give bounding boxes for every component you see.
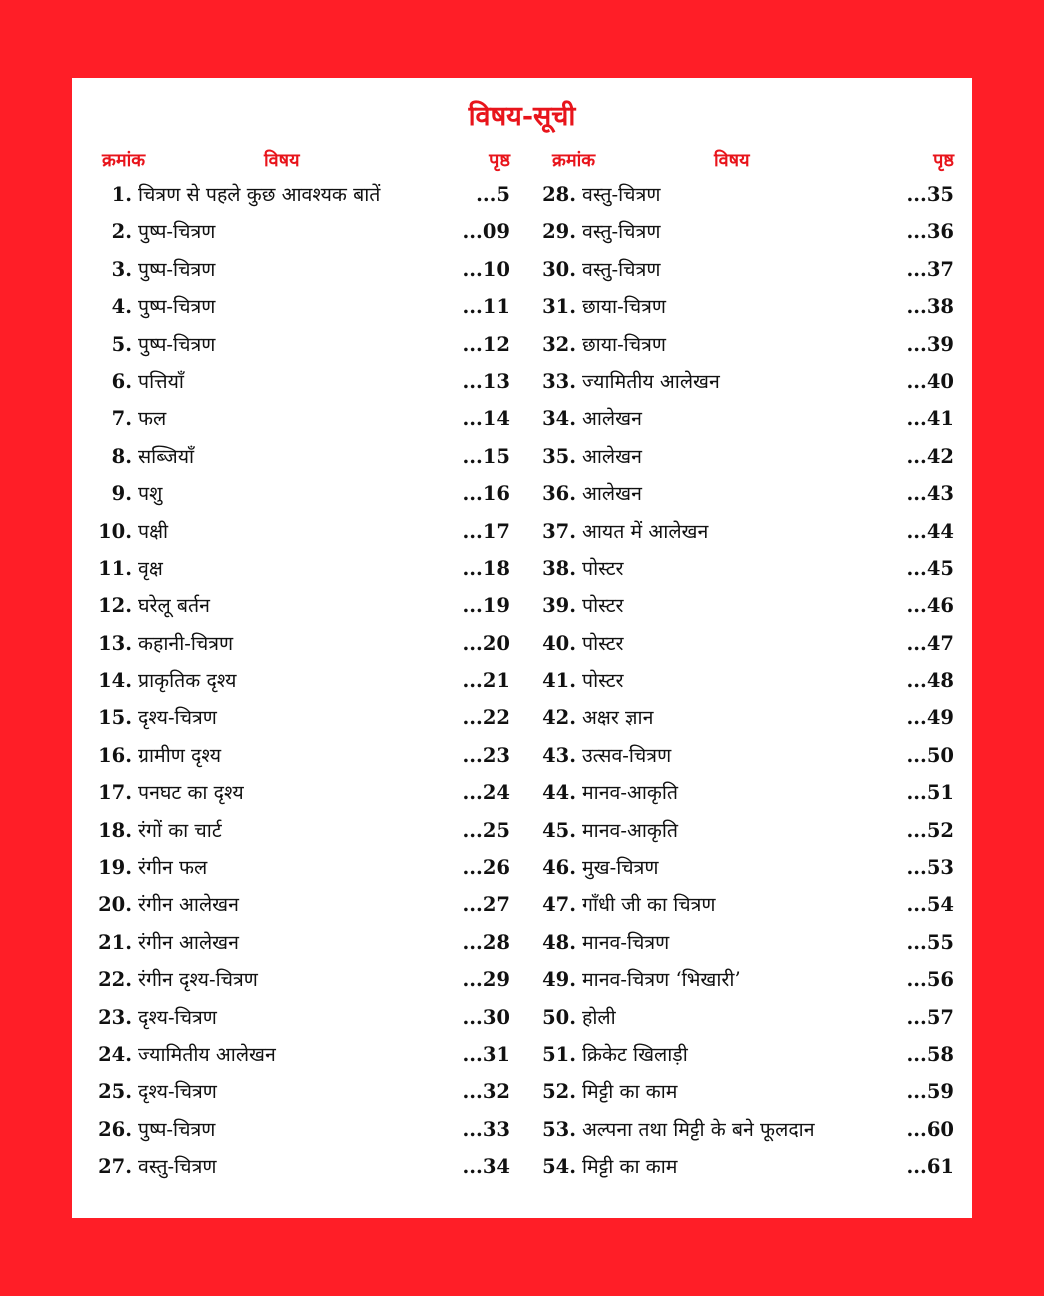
- entry-page: ...26: [462, 856, 510, 880]
- entry-subject: रंगीन फल: [138, 856, 208, 880]
- entry-number: 27.: [98, 1155, 132, 1179]
- entry-page: ...36: [906, 220, 954, 244]
- entry-subject: क्रिकेट खिलाड़ी: [582, 1042, 688, 1066]
- contents-row: [538, 1073, 958, 1110]
- contents-row: [538, 288, 958, 325]
- contents-row: [94, 625, 514, 662]
- entry-subject: घरेलू बर्तन: [138, 594, 210, 618]
- contents-row: [94, 849, 514, 886]
- contents-row: [538, 924, 958, 961]
- contents-row: [538, 1148, 958, 1185]
- contents-row: [538, 737, 958, 774]
- entry-number: 39.: [542, 594, 576, 618]
- entry-subject: दृश्य-चित्रण: [138, 1005, 217, 1029]
- entry-page: ...28: [462, 930, 510, 954]
- contents-row: [538, 587, 958, 624]
- entry-subject: पनघट का दृश्य: [138, 781, 244, 805]
- entry-subject: पुष्प-चित्रण: [138, 332, 216, 356]
- entry-subject: आलेखन: [582, 407, 642, 431]
- contents-row: [94, 251, 514, 288]
- entry-page: ...24: [462, 781, 510, 805]
- entry-number: 37.: [542, 519, 576, 543]
- entry-page: ...44: [906, 519, 954, 543]
- entry-subject: कहानी-चित्रण: [138, 631, 234, 655]
- contents-row: [94, 999, 514, 1036]
- entry-subject: ज्यामितीय आलेखन: [582, 369, 720, 393]
- contents-row: [94, 812, 514, 849]
- entry-number: 28.: [542, 183, 576, 206]
- entry-number: 4.: [111, 295, 132, 319]
- entry-page: ...41: [906, 407, 954, 431]
- entry-page: ...14: [462, 407, 510, 431]
- entry-subject: उत्सव-चित्रण: [582, 743, 672, 767]
- entry-page: ...58: [906, 1042, 954, 1066]
- entry-number: 44.: [542, 781, 576, 805]
- entry-subject: पुष्प-चित्रण: [138, 220, 216, 244]
- entry-subject: प्राकृतिक दृश्य: [138, 669, 237, 693]
- header-page: पृष्ठ: [489, 150, 510, 171]
- entry-number: 3.: [111, 257, 132, 281]
- contents-row: [538, 999, 958, 1036]
- entry-subject: होली: [582, 1005, 616, 1029]
- header-subject: विषय: [264, 150, 300, 171]
- entry-subject: पोस्टर: [582, 594, 624, 618]
- entry-number: 30.: [542, 257, 576, 281]
- entry-subject: दृश्य-चित्रण: [138, 1080, 217, 1104]
- entry-subject: वस्तु-चित्रण: [582, 257, 661, 281]
- entry-number: 51.: [542, 1042, 576, 1066]
- entry-page: ...19: [462, 594, 510, 618]
- entry-number: 14.: [98, 669, 132, 693]
- entry-number: 8.: [111, 444, 132, 468]
- contents-row: [94, 662, 514, 699]
- contents-page: [72, 78, 972, 1218]
- entry-number: 25.: [98, 1080, 132, 1104]
- entry-subject: आलेखन: [582, 482, 642, 506]
- header-serial: क्रमांक: [552, 150, 596, 171]
- entry-number: 2.: [111, 220, 132, 244]
- contents-row: [94, 924, 514, 961]
- entry-number: 48.: [542, 930, 576, 954]
- contents-list-left: [94, 176, 514, 1186]
- entry-subject: पुष्प-चित्रण: [138, 1117, 216, 1141]
- entry-subject: पशु: [138, 482, 163, 506]
- entry-subject: वस्तु-चित्रण: [582, 220, 661, 244]
- entry-number: 16.: [98, 743, 132, 767]
- entry-subject: पोस्टर: [582, 556, 624, 580]
- entry-subject: आयत में आलेखन: [582, 519, 709, 543]
- entry-number: 35.: [542, 444, 576, 468]
- entry-subject: पक्षी: [138, 519, 169, 543]
- entry-subject: रंगीन दृश्य-चित्रण: [138, 968, 258, 992]
- entry-number: 21.: [98, 930, 132, 954]
- entry-page: ...22: [462, 706, 510, 730]
- entry-number: 10.: [98, 519, 132, 543]
- contents-row: [538, 1111, 958, 1148]
- contents-row: [538, 812, 958, 849]
- entry-page: ...59: [906, 1080, 954, 1104]
- entry-page: ...35: [906, 183, 954, 206]
- contents-column-right: [538, 148, 958, 1186]
- contents-row: [94, 774, 514, 811]
- contents-row: [94, 886, 514, 923]
- entry-subject: पुष्प-चित्रण: [138, 295, 216, 319]
- entry-number: 47.: [542, 893, 576, 917]
- contents-column-left: [94, 148, 514, 1186]
- entry-page: ...20: [462, 631, 510, 655]
- entry-subject: दृश्य-चित्रण: [138, 706, 217, 730]
- contents-row: [538, 550, 958, 587]
- entry-subject: रंगों का चार्ट: [138, 818, 222, 842]
- entry-subject: फल: [138, 407, 167, 431]
- contents-row: [538, 513, 958, 550]
- entry-number: 49.: [542, 968, 576, 992]
- header-serial: क्रमांक: [102, 150, 146, 171]
- entry-number: 43.: [542, 743, 576, 767]
- contents-row: [538, 326, 958, 363]
- contents-row: [538, 886, 958, 923]
- contents-row: [538, 849, 958, 886]
- entry-page: ...60: [906, 1117, 954, 1141]
- entry-number: 19.: [98, 856, 132, 880]
- entry-subject: ग्रामीण दृश्य: [138, 743, 222, 767]
- entry-number: 26.: [98, 1117, 132, 1141]
- entry-number: 22.: [98, 968, 132, 992]
- entry-number: 24.: [98, 1042, 132, 1066]
- contents-row: [94, 513, 514, 550]
- entry-page: ...18: [462, 556, 510, 580]
- column-header: [94, 148, 514, 176]
- entry-page: ...33: [462, 1117, 510, 1141]
- entry-page: ...61: [906, 1155, 954, 1179]
- entry-subject: वस्तु-चित्रण: [138, 1155, 217, 1179]
- contents-row: [94, 475, 514, 512]
- contents-row: [538, 625, 958, 662]
- contents-row: [538, 475, 958, 512]
- entry-subject: मानव-आकृति: [582, 781, 679, 805]
- entry-page: ...29: [462, 968, 510, 992]
- entry-subject: आलेखन: [582, 444, 642, 468]
- entry-subject: अल्पना तथा मिट्टी के बने फूलदान: [582, 1117, 815, 1141]
- entry-page: ...38: [906, 295, 954, 319]
- entry-subject: पोस्टर: [582, 669, 624, 693]
- entry-number: 18.: [98, 818, 132, 842]
- entry-subject: मानव-चित्रण ‘भिखारी’: [582, 968, 741, 992]
- entry-subject: मिट्टी का काम: [582, 1155, 678, 1179]
- entry-subject: अक्षर ज्ञान: [582, 706, 654, 730]
- entry-page: ...55: [906, 930, 954, 954]
- entry-page: ...32: [462, 1080, 510, 1104]
- entry-page: ...12: [462, 332, 510, 356]
- contents-row: [94, 176, 514, 213]
- entry-number: 40.: [542, 631, 576, 655]
- entry-number: 45.: [542, 818, 576, 842]
- entry-number: 46.: [542, 856, 576, 880]
- entry-page: ...17: [462, 519, 510, 543]
- contents-row: [538, 662, 958, 699]
- entry-subject: वृक्ष: [138, 556, 163, 580]
- contents-row: [538, 438, 958, 475]
- entry-number: 15.: [98, 706, 132, 730]
- entry-page: ...30: [462, 1005, 510, 1029]
- entry-page: ...16: [462, 482, 510, 506]
- contents-row: [538, 699, 958, 736]
- contents-row: [538, 176, 958, 213]
- entry-subject: सब्जियाँ: [138, 444, 195, 468]
- entry-page: ...40: [906, 369, 954, 393]
- entry-page: ...21: [462, 669, 510, 693]
- entry-subject: वस्तु-चित्रण: [582, 183, 661, 206]
- entry-number: 5.: [111, 332, 132, 356]
- entry-page: ...50: [906, 743, 954, 767]
- entry-number: 33.: [542, 369, 576, 393]
- page-title: विषय-सूची: [468, 101, 576, 132]
- entry-page: ...48: [906, 669, 954, 693]
- entry-number: 11.: [98, 556, 132, 580]
- entry-number: 41.: [542, 669, 576, 693]
- entry-page: ...56: [906, 968, 954, 992]
- entry-subject: मिट्टी का काम: [582, 1080, 678, 1104]
- contents-row: [94, 288, 514, 325]
- entry-page: ...54: [906, 893, 954, 917]
- entry-subject: ज्यामितीय आलेखन: [138, 1042, 276, 1066]
- entry-page: ...52: [906, 818, 954, 842]
- entry-number: 13.: [98, 631, 132, 655]
- entry-page: ...49: [906, 706, 954, 730]
- entry-page: ...39: [906, 332, 954, 356]
- entry-page: ...43: [906, 482, 954, 506]
- entry-number: 7.: [111, 407, 132, 431]
- contents-row: [94, 737, 514, 774]
- header-subject: विषय: [714, 150, 750, 171]
- entry-number: 32.: [542, 332, 576, 356]
- contents-list-right: [538, 176, 958, 1186]
- entry-page: ...5: [476, 183, 510, 206]
- entry-number: 17.: [98, 781, 132, 805]
- contents-row: [94, 587, 514, 624]
- contents-row: [94, 1073, 514, 1110]
- contents-row: [538, 774, 958, 811]
- entry-page: ...31: [462, 1042, 510, 1066]
- entry-page: ...47: [906, 631, 954, 655]
- contents-row: [94, 438, 514, 475]
- entry-page: ...27: [462, 893, 510, 917]
- entry-page: ...57: [906, 1005, 954, 1029]
- entry-page: ...37: [906, 257, 954, 281]
- contents-row: [538, 961, 958, 998]
- entry-page: ...34: [462, 1155, 510, 1179]
- entry-subject: छाया-चित्रण: [582, 332, 666, 356]
- contents-row: [94, 400, 514, 437]
- contents-row: [94, 550, 514, 587]
- entry-number: 31.: [542, 295, 576, 319]
- entry-subject: चित्रण से पहले कुछ आवश्यक बातें: [138, 183, 381, 206]
- entry-page: ...53: [906, 856, 954, 880]
- entry-number: 36.: [542, 482, 576, 506]
- entry-subject: गाँधी जी का चित्रण: [582, 893, 716, 917]
- entry-page: ...25: [462, 818, 510, 842]
- entry-page: ...51: [906, 781, 954, 805]
- contents-row: [94, 1148, 514, 1185]
- contents-row: [538, 400, 958, 437]
- entry-number: 38.: [542, 556, 576, 580]
- entry-number: 29.: [542, 220, 576, 244]
- entry-page: ...09: [462, 220, 510, 244]
- entry-page: ...23: [462, 743, 510, 767]
- entry-number: 54.: [542, 1155, 576, 1179]
- header-page: पृष्ठ: [933, 150, 954, 171]
- entry-page: ...46: [906, 594, 954, 618]
- entry-page: ...45: [906, 556, 954, 580]
- entry-subject: मानव-चित्रण: [582, 930, 670, 954]
- entry-page: ...10: [462, 257, 510, 281]
- entry-page: ...11: [462, 295, 510, 319]
- entry-number: 34.: [542, 407, 576, 431]
- contents-row: [94, 1036, 514, 1073]
- entry-page: ...15: [462, 444, 510, 468]
- entry-subject: छाया-चित्रण: [582, 295, 666, 319]
- contents-row: [94, 961, 514, 998]
- entry-subject: पोस्टर: [582, 631, 624, 655]
- entry-number: 1.: [111, 183, 132, 206]
- contents-row: [538, 213, 958, 250]
- contents-row: [538, 363, 958, 400]
- entry-number: 23.: [98, 1005, 132, 1029]
- entry-number: 20.: [98, 893, 132, 917]
- entry-number: 50.: [542, 1005, 576, 1029]
- entry-subject: मानव-आकृति: [582, 818, 679, 842]
- entry-subject: पत्तियाँ: [138, 369, 184, 393]
- entry-number: 12.: [98, 594, 132, 618]
- entry-subject: रंगीन आलेखन: [138, 930, 239, 954]
- entry-subject: मुख-चित्रण: [582, 856, 659, 880]
- contents-row: [94, 1111, 514, 1148]
- column-header: [538, 148, 958, 176]
- entry-number: 53.: [542, 1117, 576, 1141]
- entry-number: 9.: [111, 482, 132, 506]
- entry-number: 6.: [111, 369, 132, 393]
- contents-row: [538, 1036, 958, 1073]
- entry-number: 42.: [542, 706, 576, 730]
- entry-page: ...42: [906, 444, 954, 468]
- contents-row: [94, 326, 514, 363]
- contents-row: [538, 251, 958, 288]
- contents-row: [94, 213, 514, 250]
- contents-row: [94, 699, 514, 736]
- entry-page: ...13: [462, 369, 510, 393]
- entry-subject: रंगीन आलेखन: [138, 893, 239, 917]
- entry-number: 52.: [542, 1080, 576, 1104]
- entry-subject: पुष्प-चित्रण: [138, 257, 216, 281]
- contents-row: [94, 363, 514, 400]
